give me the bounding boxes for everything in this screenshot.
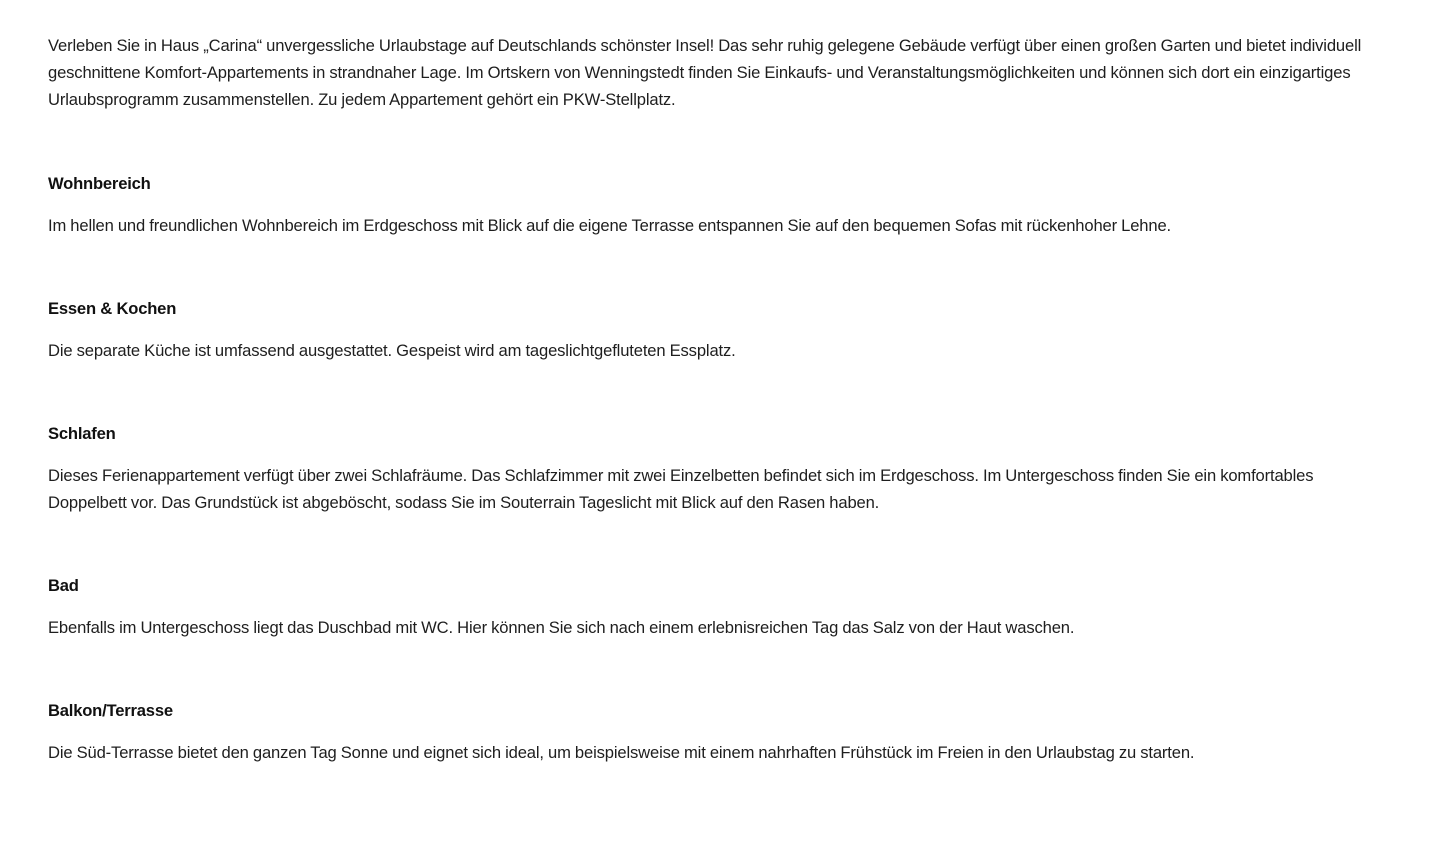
section-title-balcony-terrace: Balkon/Terrasse — [48, 701, 173, 720]
section-title-living-area: Wohnbereich — [48, 174, 151, 193]
section-balcony-terrace — [48, 697, 1378, 766]
section-title-bathroom: Bad — [48, 576, 79, 595]
section-dining-cooking — [48, 295, 1378, 364]
section-text-balcony-terrace: Die Süd-Terrasse bietet den ganzen Tag Sonne und eignet sich ideal, um beispielsweise mit einem nahrhaften Frühstück im Freien in den Urlaubstag zu starten. — [48, 743, 1195, 762]
section-bathroom — [48, 572, 1378, 641]
section-sleeping — [48, 420, 1378, 516]
section-text-dining-cooking: Die separate Küche ist umfassend ausgestattet. Gespeist wird am tageslichtgefluteten Essplatz. — [48, 341, 736, 360]
section-text-bathroom: Ebenfalls im Untergeschoss liegt das Duschbad mit WC. Hier können Sie sich nach einem erlebnisreichen Tag das Salz von der Haut waschen. — [48, 618, 1075, 637]
intro-paragraph: Verleben Sie in Haus „Carina“ unvergessliche Urlaubstage auf Deutschlands schönster Insel! Das sehr ruhig gelegene Gebäude verfügt über einen großen Garten und bietet individuell geschnittene Komfort-Appartements in strandnaher Lage. Im Ortskern von Wenningstedt finden Sie Einkaufs- und Veranstaltungsmöglichkeiten und können sich dort ein einzigartiges Urlaubsprogramm zusammenstellen. Zu jedem Appartement gehört ein PKW-Stellplatz. — [48, 36, 1362, 109]
section-title-sleeping: Schlafen — [48, 424, 116, 443]
section-text-living-area: Im hellen und freundlichen Wohnbereich im Erdgeschoss mit Blick auf die eigene Terrasse entspannen Sie auf den bequemen Sofas mit rückenhoher Lehne. — [48, 216, 1172, 235]
section-living-area — [48, 170, 1378, 239]
section-title-dining-cooking: Essen & Kochen — [48, 299, 177, 318]
section-text-sleeping: Dieses Ferienappartement verfügt über zwei Schlafräume. Das Schlafzimmer mit zwei Einzelbetten befindet sich im Erdgeschoss. Im Untergeschoss finden Sie ein komfortables Doppelbett vor. Das Grundstück ist abgeböscht, sodass Sie im Souterrain Tageslicht mit Blick auf den Rasen haben. — [48, 466, 1314, 512]
